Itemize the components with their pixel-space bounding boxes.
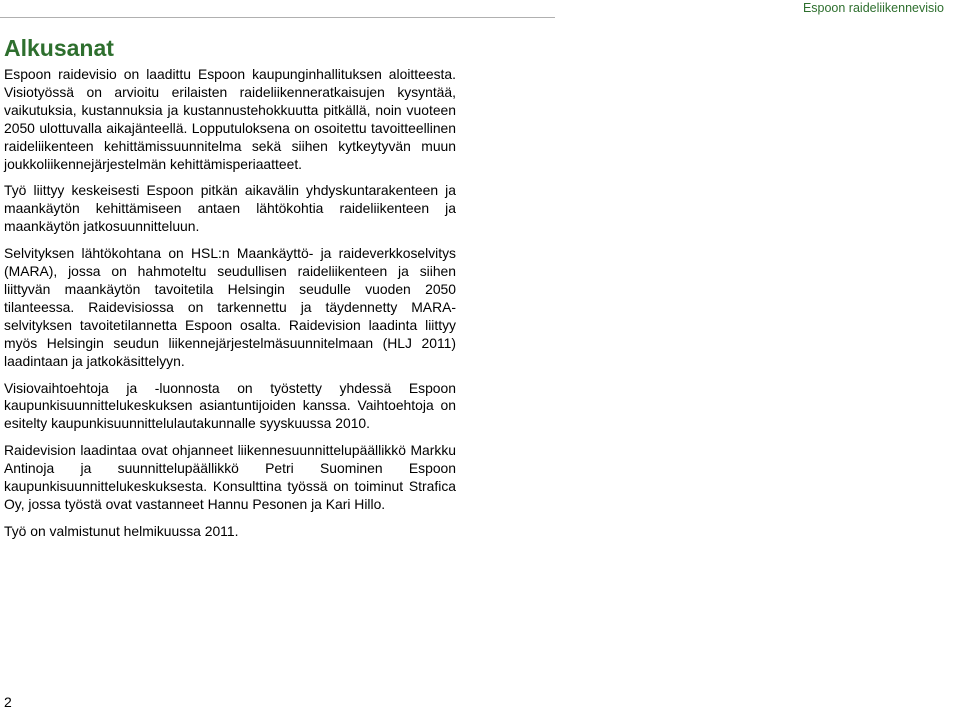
paragraph-4: Visiovaihtoehtoja ja -luonnosta on työstetty yhdessä Espoon kaupunkisuunnittelukeskuksen asiantuntijoiden kanssa. Vaihtoehtoja on esitelty kaupunkisuunnittelulautakunnalle syyskuussa 2010. xyxy=(4,379,456,432)
paragraph-1: Espoon raidevisio on laadittu Espoon kaupunginhallituksen aloitteesta. Visiotyössä on arvioitu erilaisten raideliikenneratkaisujen kysyntää, vaikutuksia, kustannuksia ja kustannustehokkuutta pitkällä, noin vuoteen 2050 ulottuvalla aikajänteellä. Lopputuloksena on osoitettu tavoitteellinen raideliikenteen kehittämissuunnitelma sekä siihen kytkeytyvän muun joukkoliikennejärjestelmän kehittämisperiaatteet. xyxy=(4,66,456,172)
page-number: 2 xyxy=(4,694,12,710)
paragraph-6: Työ on valmistunut helmikuussa 2011. xyxy=(4,522,239,539)
body-text xyxy=(4,66,456,550)
running-header: Espoon raideliikennevisio xyxy=(802,1,944,15)
paragraph-2: Työ liittyy keskeisesti Espoon pitkän aikavälin yhdyskuntarakenteen ja maankäytön kehittämiseen antaen lähtökohtia raideliikenteen ja maankäytön jatkosuunnitteluun. xyxy=(4,182,456,235)
page-title: Alkusanat xyxy=(4,35,114,61)
paragraph-5: Raidevision laadintaa ovat ohjanneet liikennesuunnittelupäällikkö Markku Antinoja ja suunnittelupäällikkö Petri Suominen Espoon kaupunkisuunnittelukeskuksesta. Konsulttina työssä on toiminut Strafica Oy, jossa työstä ovat vastanneet Hannu Pesonen ja Kari Hillo. xyxy=(4,442,456,512)
header-divider xyxy=(0,17,555,18)
paragraph-3: Selvityksen lähtökohtana on HSL:n Maankäyttö- ja raideverkkoselvitys (MARA), jossa on hahmoteltu seudullisen raideliikenteen ja siihen liittyvän maankäytön tavoitetila Helsingin seudulle vuoden 2050 tilanteessa. Raidevisiossa on tarkennettu ja täydennetty MARA-selvityksen tavoitetilannetta Espoon osalta. Raidevision laadinta liittyy myös Helsingin seudun liikennejärjestelmäsuunnitelmaan (HLJ 2011) laadintaan ja jatkokäsittelyyn. xyxy=(4,245,456,369)
